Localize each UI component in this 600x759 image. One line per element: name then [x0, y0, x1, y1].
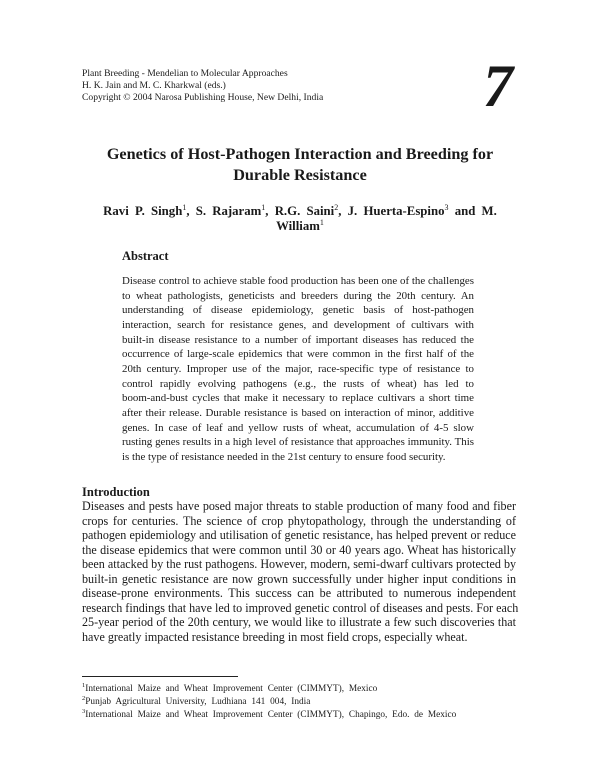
- affiliation-mark: 1: [319, 218, 324, 227]
- book-editors: H. K. Jain and M. C. Kharkwal (eds.): [82, 80, 226, 92]
- body-line: been attacked by the rust pathogens. However, modern, semi-dwarf cultivars protected by: [82, 557, 517, 572]
- abstract-line: after their release. Durable resistance is based on interaction of minor, additive: [122, 406, 474, 419]
- chapter-number: 7: [483, 53, 513, 119]
- affiliation-mark: 3: [444, 203, 449, 212]
- author: [196, 204, 275, 218]
- author-separator: ,: [265, 204, 275, 218]
- body-line: disease-prone environments. This success can be attributed to numerous independent: [82, 586, 516, 601]
- footnote-mark: 1: [82, 682, 86, 689]
- abstract-line: built-in disease resistance to a number of important diseases has reduced the: [122, 333, 474, 346]
- abstract-line: Disease control to achieve stable food production has been one of the challenges: [122, 275, 474, 287]
- abstract-line: genes. In case of leaf and yellow rusts of wheat, accumulation of 4-5 slow: [122, 421, 474, 434]
- author-name: J. Huerta-Espino: [347, 204, 445, 218]
- author-list: [80, 204, 520, 234]
- author-name: R.G. Saini: [274, 204, 335, 218]
- author-separator: ,: [338, 204, 348, 218]
- introduction-heading: Introduction: [82, 485, 150, 499]
- footnote-divider: [82, 676, 238, 677]
- author: [275, 204, 348, 218]
- body-line: pathogen epidemiology and utilisation of genetic resistance, has helped prevent or reduce: [82, 528, 516, 543]
- body-line: 25-year period of the 20th century, we would like to illustrate a few such discoveries that: [82, 615, 516, 630]
- author: [348, 204, 482, 218]
- footnotes: [82, 683, 456, 723]
- footnote: [82, 683, 456, 696]
- title-line-2: Durable Resistance: [233, 165, 367, 184]
- footnote-text: International Maize and Wheat Improvement Center (CIMMYT), Mexico: [85, 684, 378, 694]
- author-separator: and: [448, 204, 482, 218]
- author-name: M. William: [276, 204, 497, 233]
- footnote: [82, 709, 456, 722]
- abstract-line: control rapidly evolving pathogens (e.g., the rusts of wheat) has led to: [122, 377, 474, 390]
- footnote-text: International Maize and Wheat Improvement Center (CIMMYT), Chapingo, Edo. de Mexico: [85, 710, 457, 721]
- abstract-line: understanding of disease epidemiology, genetic basis of host-pathogen: [122, 304, 474, 317]
- abstract-line: interaction, search for resistance genes, and development of cultivars with: [122, 318, 474, 331]
- body-line: have greatly impacted resistance breeding in most field crops, especially wheat.: [82, 629, 468, 644]
- affiliation-mark: 1: [261, 203, 266, 212]
- body-line: Diseases and pests have posed major threats to stable production of many food and fiber: [82, 499, 516, 513]
- abstract-line: 20th century. Improper use of the major, race-specific type of resistance to: [122, 362, 474, 375]
- footnote-mark: 3: [82, 708, 86, 716]
- abstract-body: [122, 274, 474, 465]
- abstract-line: to wheat pathologists, geneticists and breeders during the 20th century. An: [122, 289, 474, 302]
- introduction-body: [82, 499, 519, 644]
- footnote: [82, 696, 456, 709]
- book-title: Plant Breeding - Mendelian to Molecular Approaches: [82, 68, 288, 79]
- abstract-heading: Abstract: [122, 249, 169, 263]
- abstract-line: is the type of resistance needed in the 21st century to ensure food security.: [122, 450, 446, 463]
- author: [103, 204, 196, 218]
- footnote-text: Punjab Agricultural University, Ludhiana 141 004, India: [85, 697, 311, 708]
- paper-title: [80, 144, 520, 185]
- author-separator: ,: [186, 204, 196, 218]
- author-name: Ravi P. Singh: [103, 204, 183, 218]
- copyright-line: Copyright © 2004 Narosa Publishing House, New Delhi, India: [82, 92, 324, 104]
- body-line: built-in genetic resistance are now grown successfully under higher input conditions in: [82, 571, 516, 586]
- affiliation-mark: 1: [182, 203, 187, 212]
- affiliation-mark: 2: [334, 203, 339, 212]
- abstract-line: occurrence of large-scale epidemics that were common in the first half of the: [122, 348, 474, 361]
- author-name: S. Rajaram: [195, 204, 262, 218]
- body-line: crops for centuries. The science of crop phytopathology, through the understanding of: [82, 513, 516, 528]
- abstract-line: boom-and-bust cycles that make it necessary to replace cultivars a short time: [122, 392, 474, 405]
- body-line: research findings that have led to improved genetic control of diseases and pests. For each: [82, 600, 519, 615]
- body-line: the disease epidemics that were common until 30 or 40 years ago. Wheat has historically: [82, 542, 516, 557]
- title-line-1: Genetics of Host-Pathogen Interaction and Breeding for: [106, 145, 494, 163]
- footnote-mark: 2: [82, 695, 86, 703]
- running-header: [82, 68, 323, 105]
- abstract-line: rusting genes results in a high level of resistance that approaches immunity. This: [122, 436, 474, 449]
